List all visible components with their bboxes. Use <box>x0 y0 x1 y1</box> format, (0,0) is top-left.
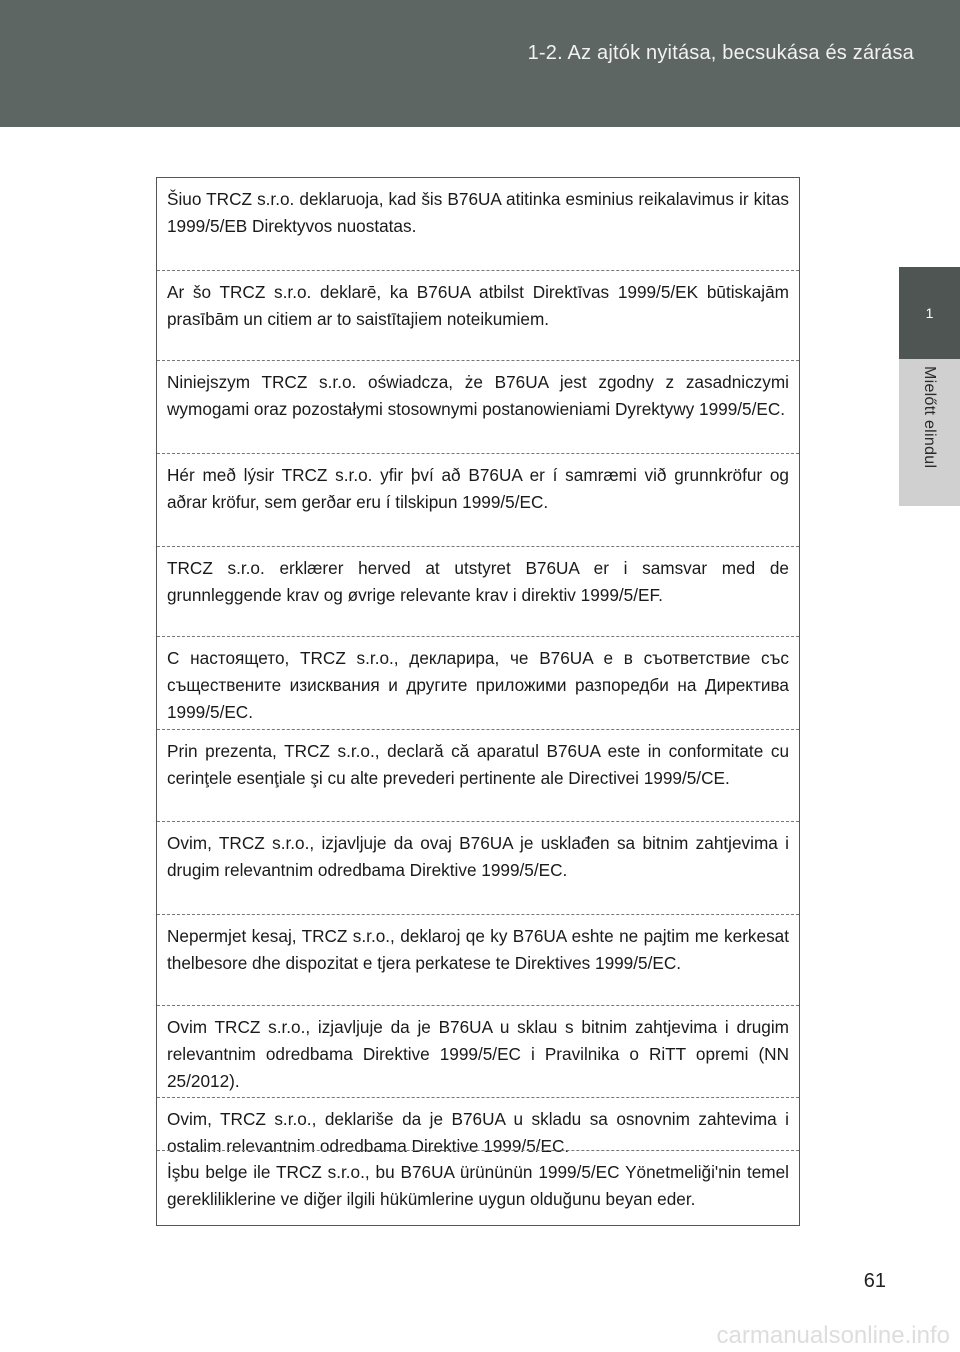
chapter-number: 1 <box>925 305 934 321</box>
header-bar <box>0 0 960 127</box>
declaration-latvian: Ar šo TRCZ s.r.o. deklarē, ka B76UA atbilst Direktīvas 1999/5/EK būtiskajām prasībām un citiem ar to saistītajiem noteikumiem. <box>157 270 799 333</box>
chapter-label: Mielőtt elindul <box>921 366 938 469</box>
declaration-romanian: Prin prezenta, TRCZ s.r.o., declară că aparatul B76UA este in conformitate cu cerinţele esenţiale şi cu alte prevederi pertinente ale Directivei 1999/5/CE. <box>157 729 799 792</box>
declaration-icelandic: Hér með lýsir TRCZ s.r.o. yfir því að B76UA er í samræmi við grunnkröfur og aðrar kröfur, sem gerðar eru í tilskipun 1999/5/EC. <box>157 453 799 516</box>
declaration-polish: Niniejszym TRCZ s.r.o. oświadcza, że B76UA jest zgodny z zasadniczymi wymogami oraz pozostałymi stosownymi postanowieniami Dyrektywy 1999/5/EC. <box>157 360 799 423</box>
page-number: 61 <box>863 1270 886 1292</box>
declaration-bulgarian: С настоящето, TRCZ s.r.o., декларира, че B76UA е в съответствие със съществените изисквания и другите приложими разпоредби на Директива 1999/5/ЕС. <box>157 636 799 726</box>
declaration-lithuanian: Šiuo TRCZ s.r.o. deklaruoja, kad šis B76UA atitinka esminius reikalavimus ir kitas 1999/5/EB Direktyvos nuostatas. <box>167 189 789 236</box>
declaration-croatian: Ovim TRCZ s.r.o., izjavljuje da je B76UA u sklau s bitnim zahtjevima i drugim relevantnim odredbama Direktive 1999/5/EC i Pravilnika o RiTT opremi (NN 25/2012). <box>157 1005 799 1095</box>
watermark: carmanualsonline.info <box>716 1322 950 1349</box>
declaration-serbian: Ovim, TRCZ s.r.o., deklariše da je B76UA u skladu sa osnovnim zahtevima i ostalim relevantnim odredbama Direktive 1999/5/EC. <box>157 1097 799 1160</box>
declaration-norwegian: TRCZ s.r.o. erklærer herved at utstyret B76UA er i samsvar med de grunnleggende krav og øvrige relevante krav i direktiv 1999/5/EF. <box>157 546 799 609</box>
declaration-albanian: Nepermjet kesaj, TRCZ s.r.o., deklaroj qe ky B76UA eshte ne pajtim me kerkesat thelbesore dhe dispozitat e tjera perkatese te Direktives 1999/5/EC. <box>157 914 799 977</box>
chapter-tab <box>899 267 960 359</box>
section-title: 1-2. Az ajtók nyitása, becsukása és zárása <box>527 42 914 64</box>
declaration-turkish: İşbu belge ile TRCZ s.r.o., bu B76UA ürününün 1999/5/EC Yönetmeliği'nin temel gerekliliklerine ve diğer ilgili hükümlerine uygun olduğunu beyan eder. <box>157 1150 799 1213</box>
declaration-box <box>156 177 800 1226</box>
declaration-bosnian: Ovim, TRCZ s.r.o., izjavljuje da ovaj B76UA je usklađen sa bitnim zahtjevima i drugim relevantnim odredbama Direktive 1999/5/EC. <box>157 821 799 884</box>
